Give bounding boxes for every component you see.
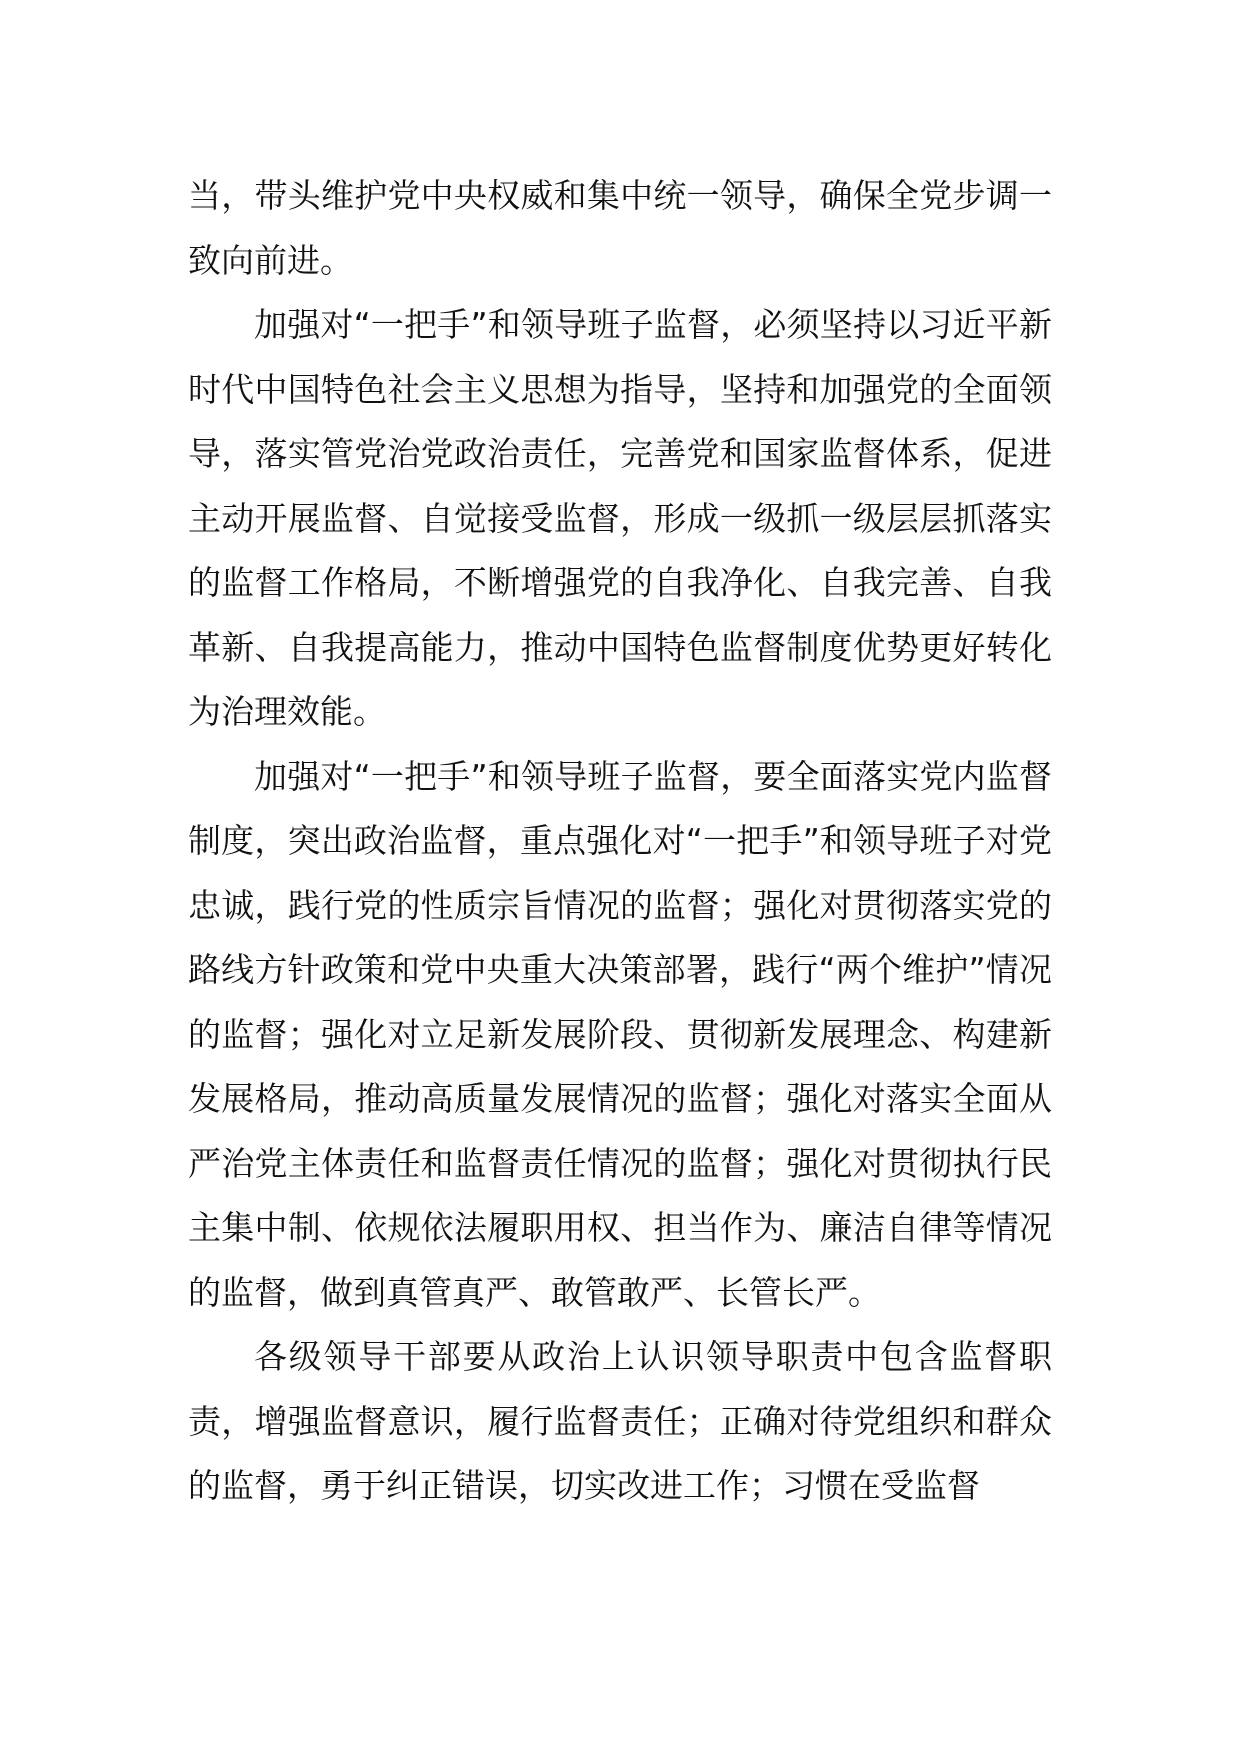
document-page <box>188 164 1052 1519</box>
paragraph-political-supervision: 加强对“一把手”和领导班子监督，要全面落实党内监督制度，突出政治监督，重点强化对“一把手”和领导班子对党忠诚，践行党的性质宗旨情况的监督；强化对贯彻落实党的路线方针政策和党中央重大决策部署，践行“两个维护”情况的监督；强化对立足新发展阶段、贯彻新发展理念、构建新发展格局，推动高质量发展情况的监督；强化对落实全面从严治党主体责任和监督责任情况的监督；强化对贯彻执行民主集中制、依规依法履职用权、担当作为、廉洁自律等情况的监督，做到真管真严、敢管敢严、长管长严。 <box>188 756 1052 1312</box>
paragraph-leadership-supervision: 加强对“一把手”和领导班子监督，必须坚持以习近平新时代中国特色社会主义思想为指导，坚持和加强党的全面领导，落实管党治党政治责任，完善党和国家监督体系，促进主动开展监督、自觉接受监督，形成一级抓一级层层抓落实的监督工作格局，不断增强党的自我净化、自我完善、自我革新、自我提高能力，推动中国特色监督制度优势更好转化为治理效能。 <box>188 305 1052 731</box>
paragraph-cadre-responsibility: 各级领导干部要从政治上认识领导职责中包含监督职责，增强监督意识，履行监督责任；正确对待党组织和群众的监督，勇于纠正错误，切实改进工作；习惯在受监督 <box>188 1337 1052 1505</box>
paragraph-continuation: 当，带头维护党中央权威和集中统一领导，确保全党步调一致向前进。 <box>188 176 1052 280</box>
